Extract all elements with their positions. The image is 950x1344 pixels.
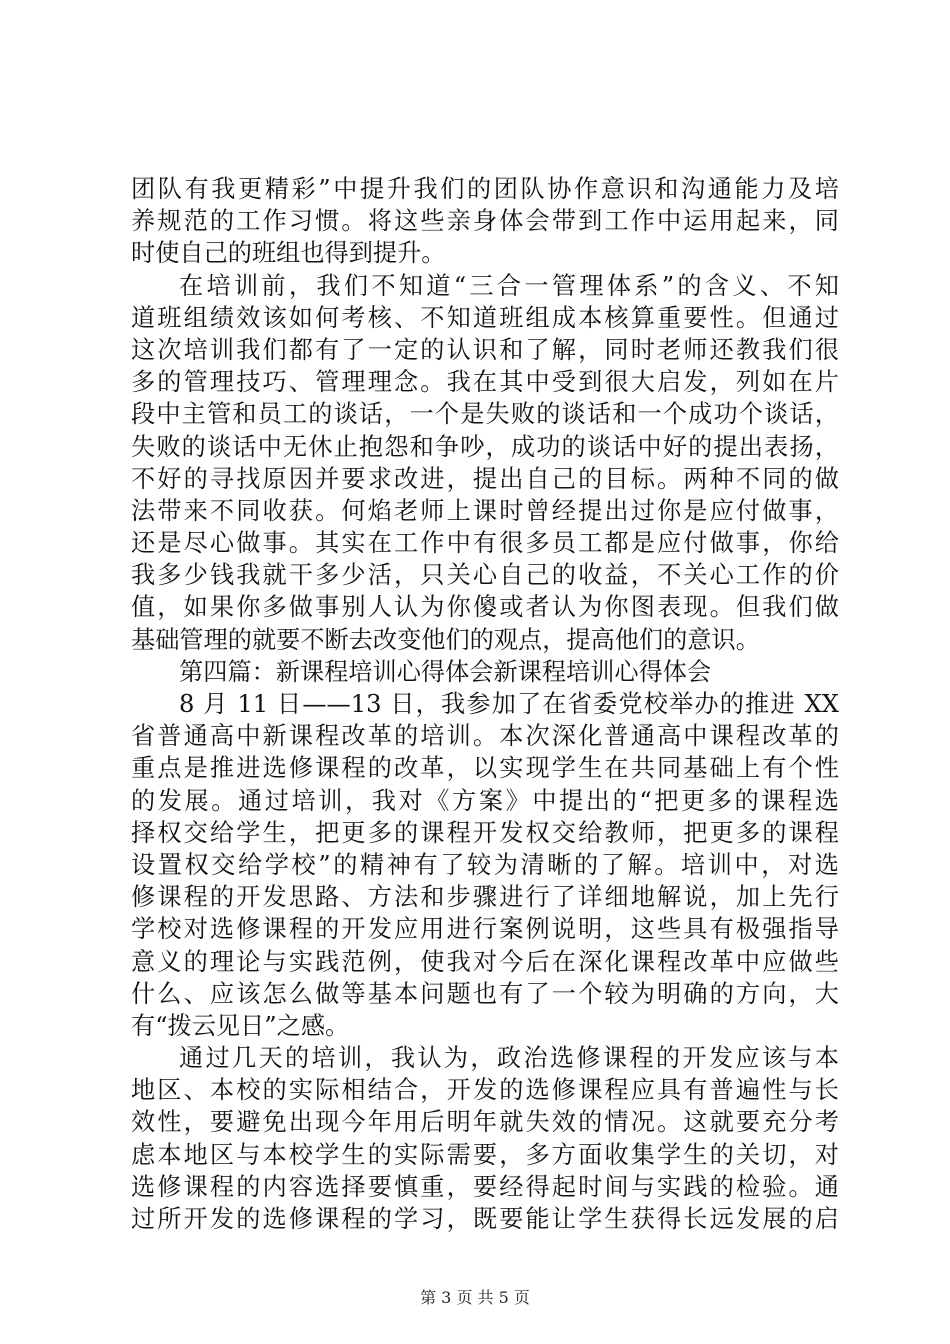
text-line: 省普通高中新课程改革的培训。本次深化普通高中课程改革的: [131, 722, 839, 751]
text-line: 地区、本校的实际相结合，开发的选修课程应具有普遍性与长: [131, 1076, 839, 1105]
text-line: 效性，要避免出现今年用后明年就失效的情况。这就要充分考: [131, 1108, 839, 1137]
text-line: 的发展。通过培训，我对《方案》中提出的“把更多的课程选: [131, 786, 839, 815]
text-line: 过所开发的选修课程的学习，既要能让学生获得长远发展的启: [131, 1205, 839, 1233]
text-line: 通过几天的培训，我认为，政治选修课程的开发应该与本: [179, 1044, 839, 1073]
text-line: 失败的谈话中无休止抱怨和争吵，成功的谈话中好的提出表扬，: [131, 432, 839, 461]
text-line: 值，如果你多做事别人认为你傻或者认为你图表现。但我们做: [131, 593, 839, 622]
text-line: 多的管理技巧、管理理念。我在其中受到很大启发，列如在片: [131, 368, 839, 397]
text-line: 选修课程的内容选择要慎重，要经得起时间与实践的检验。通: [131, 1172, 839, 1201]
text-line: 择权交给学生，把更多的课程开发权交给教师，把更多的课程: [131, 818, 839, 847]
text-line: 基础管理的就要不断去改变他们的观点，提高他们的意识。: [131, 625, 760, 654]
text-line: 意义的理论与实践范例，使我对今后在深化课程改革中应做些: [131, 947, 839, 976]
text-line: 8 月 11 日——13 日，我参加了在省委党校举办的推进 XX: [179, 690, 839, 718]
text-line: 段中主管和员工的谈话，一个是失败的谈话和一个成功个谈话，: [131, 400, 839, 429]
text-line: 还是尽心做事。其实在工作中有很多员工都是应付做事，你给: [131, 529, 839, 558]
text-line: 学校对选修课程的开发应用进行案例说明，这些具有极强指导: [131, 915, 839, 944]
text-line: 团队有我更精彩”中提升我们的团队协作意识和沟通能力及培: [131, 175, 839, 203]
text-line: 虑本地区与本校学生的实际需要，多方面收集学生的关切，对: [131, 1140, 839, 1169]
text-line: 我多少钱我就干多少活，只关心自己的收益，不关心工作的价: [131, 561, 839, 590]
text-line: 在培训前，我们不知道“三合一管理体系”的含义、不知: [179, 271, 839, 300]
text-line: 什么、应该怎么做等基本问题也有了一个较为明确的方向，大: [131, 979, 839, 1008]
text-line: 时使自己的班组也得到提升。: [131, 239, 446, 268]
text-line: 养规范的工作习惯。将这些亲身体会带到工作中运用起来，同: [131, 207, 839, 236]
text-line: 设置权交给学校”的精神有了较为清晰的了解。培训中，对选: [131, 850, 839, 879]
text-line: 有“拨云见日”之感。: [131, 1011, 350, 1040]
text-line: 重点是推进选修课程的改革，以实现学生在共同基础上有个性: [131, 754, 839, 783]
text-line: 修课程的开发思路、方法和步骤进行了详细地解说，加上先行: [131, 883, 839, 912]
text-line: 不好的寻找原因并要求改进，提出自己的目标。两种不同的做: [131, 464, 839, 493]
text-line: 道班组绩效该如何考核、不知道班组成本核算重要性。但通过: [131, 303, 839, 332]
document-body: [131, 173, 839, 1235]
text-line: 法带来不同收获。何焰老师上课时曾经提出过你是应付做事，: [131, 496, 839, 525]
page-footer: 第 3 页 共 5 页: [420, 1288, 530, 1307]
text-line: 这次培训我们都有了一定的认识和了解，同时老师还教我们很: [131, 335, 839, 364]
text-line: 第四篇：新课程培训心得体会新课程培训心得体会: [179, 657, 712, 686]
